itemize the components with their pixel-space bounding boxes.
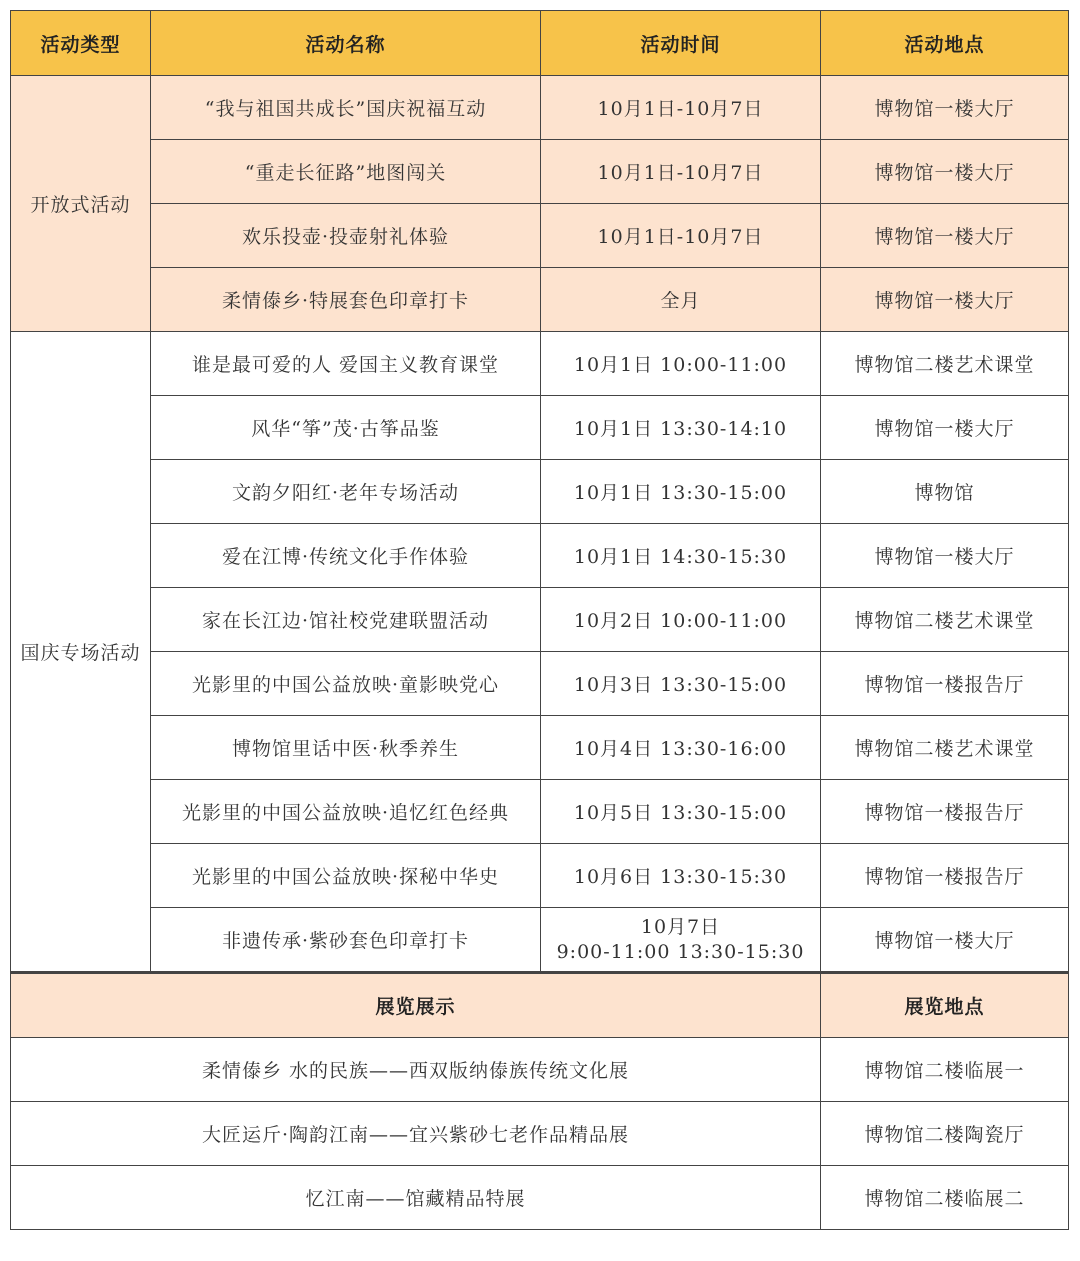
activity-table [10,10,1069,972]
activity-place: 博物馆一楼大厅 [821,204,1069,268]
activity-name: 欢乐投壶·投壶射礼体验 [151,204,541,268]
activity-type-open: 开放式活动 [11,76,151,332]
activity-place: 博物馆一楼报告厅 [821,652,1069,716]
header-activity-name: 活动名称 [151,11,541,76]
activity-time: 10月3日 13:30-15:00 [541,652,821,716]
exhibition-name: 柔情傣乡 水的民族——西双版纳傣族传统文化展 [11,1038,821,1102]
table-row [11,268,1069,332]
activity-name: 爱在江博·传统文化手作体验 [151,524,541,588]
exhibition-place: 博物馆二楼临展二 [821,1166,1069,1230]
table-row [11,396,1069,460]
activity-place: 博物馆 [821,460,1069,524]
table-row [11,140,1069,204]
activity-place: 博物馆一楼大厅 [821,76,1069,140]
table-row [11,908,1069,972]
header-activity-time: 活动时间 [541,11,821,76]
activity-name: 光影里的中国公益放映·追忆红色经典 [151,780,541,844]
table-row [11,76,1069,140]
table-row [11,588,1069,652]
activity-name: 光影里的中国公益放映·探秘中华史 [151,844,541,908]
activity-time-slots: 9:00-11:00 13:30-15:30 [556,940,805,963]
table-row [11,1102,1069,1166]
activity-time: 10月1日-10月7日 [541,76,821,140]
activity-place: 博物馆二楼艺术课堂 [821,332,1069,396]
header-activity-type: 活动类型 [11,11,151,76]
activity-name: “重走长征路”地图闯关 [151,140,541,204]
activity-name: 光影里的中国公益放映·童影映党心 [151,652,541,716]
activity-place: 博物馆二楼艺术课堂 [821,716,1069,780]
table-row [11,844,1069,908]
activity-place: 博物馆一楼报告厅 [821,844,1069,908]
activity-time-multiline [541,908,821,972]
activity-time: 全月 [541,268,821,332]
header-activity-place: 活动地点 [821,11,1069,76]
table-row [11,332,1069,396]
activity-name: 风华“筝”茂·古筝品鉴 [151,396,541,460]
table-row [11,780,1069,844]
activity-time: 10月1日 13:30-14:10 [541,396,821,460]
activity-place: 博物馆一楼大厅 [821,396,1069,460]
activity-time: 10月4日 13:30-16:00 [541,716,821,780]
activity-time-date: 10月7日 [640,915,721,938]
activity-name: 博物馆里话中医·秋季养生 [151,716,541,780]
activity-time: 10月1日 14:30-15:30 [541,524,821,588]
activity-header-row [11,11,1069,76]
activity-time: 10月1日-10月7日 [541,204,821,268]
table-row [11,1038,1069,1102]
activity-time: 10月1日 10:00-11:00 [541,332,821,396]
exhibition-name: 忆江南——馆藏精品特展 [11,1166,821,1230]
exhibition-table [10,971,1069,1230]
activity-time: 10月1日-10月7日 [541,140,821,204]
exhibition-place: 博物馆二楼陶瓷厅 [821,1102,1069,1166]
exhibition-header-row [11,973,1069,1038]
activity-type-national-day: 国庆专场活动 [11,332,151,972]
activity-time: 10月1日 13:30-15:00 [541,460,821,524]
activity-time: 10月5日 13:30-15:00 [541,780,821,844]
table-row [11,524,1069,588]
exhibition-name: 大匠运斤·陶韵江南——宜兴紫砂七老作品精品展 [11,1102,821,1166]
table-row [11,1166,1069,1230]
activity-name: 文韵夕阳红·老年专场活动 [151,460,541,524]
table-row [11,460,1069,524]
schedule-container [10,10,1068,1230]
activity-place: 博物馆一楼大厅 [821,268,1069,332]
activity-name: “我与祖国共成长”国庆祝福互动 [151,76,541,140]
activity-name: 非遗传承·紫砂套色印章打卡 [151,908,541,972]
activity-name: 柔情傣乡·特展套色印章打卡 [151,268,541,332]
activity-name: 家在长江边·馆社校党建联盟活动 [151,588,541,652]
table-row [11,716,1069,780]
exhibition-place: 博物馆二楼临展一 [821,1038,1069,1102]
activity-name: 谁是最可爱的人 爱国主义教育课堂 [151,332,541,396]
activity-time: 10月2日 10:00-11:00 [541,588,821,652]
activity-place: 博物馆二楼艺术课堂 [821,588,1069,652]
activity-place: 博物馆一楼大厅 [821,908,1069,972]
table-row [11,652,1069,716]
activity-time: 10月6日 13:30-15:30 [541,844,821,908]
activity-place: 博物馆一楼大厅 [821,140,1069,204]
header-exhibition-place: 展览地点 [821,973,1069,1038]
header-exhibition-name: 展览展示 [11,973,821,1038]
activity-place: 博物馆一楼大厅 [821,524,1069,588]
activity-place: 博物馆一楼报告厅 [821,780,1069,844]
table-row [11,204,1069,268]
